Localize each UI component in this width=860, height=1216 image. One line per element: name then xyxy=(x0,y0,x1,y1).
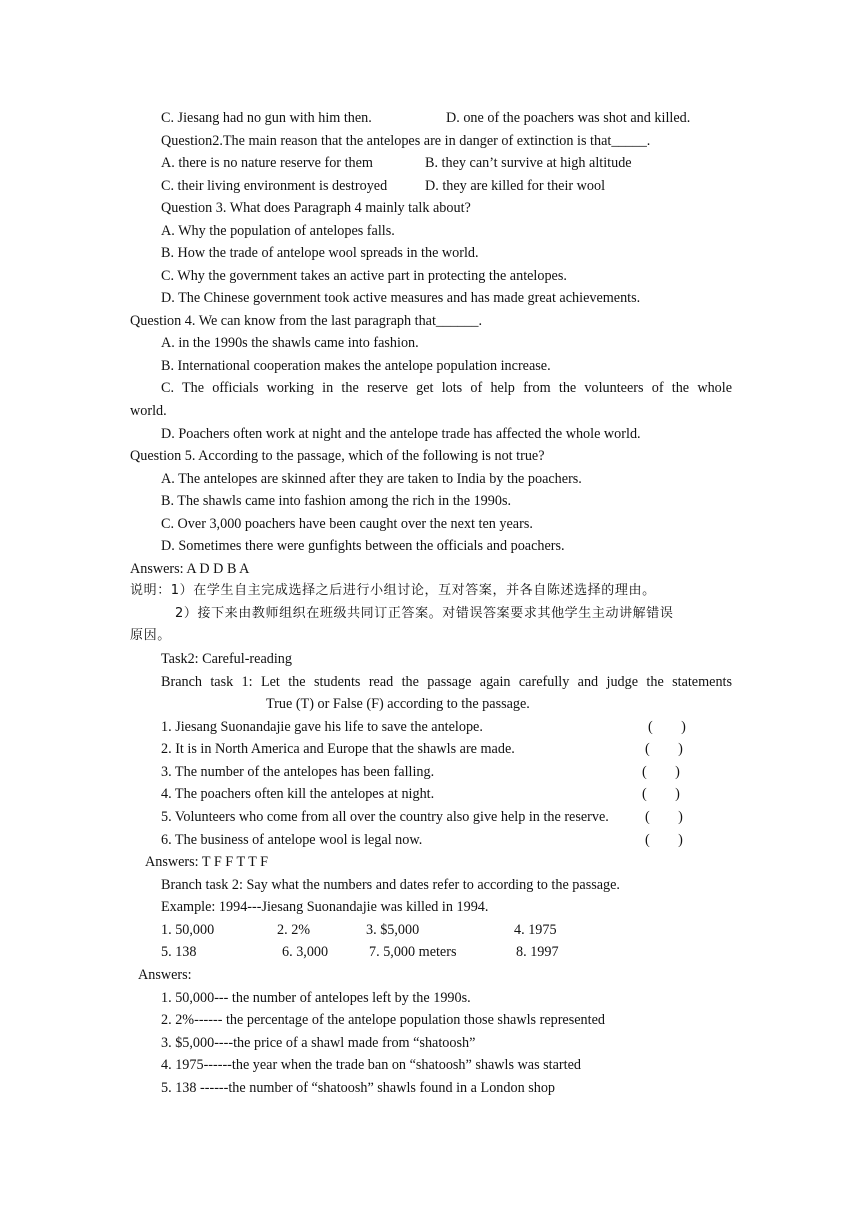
statement-5: 5. Volunteers who come from all over the country also give help in the reserve. xyxy=(161,809,609,825)
answer-item: 3. $5,000----the price of a shawl made from “shatoosh” xyxy=(161,1035,476,1051)
answer-item: 5. 138 ------the number of “shatoosh” shawls found in a London shop xyxy=(161,1080,556,1096)
statement-3-blank: ( ) xyxy=(642,764,680,780)
q4-option-c-line1: C. The officials working in the reserve get lots of help from the volunteers of the whole xyxy=(161,380,732,396)
q4-option-c-line2: world. xyxy=(130,403,167,419)
q3-option-b: B. How the trade of antelope wool spreads in the world. xyxy=(161,245,479,261)
number-item: 8. 1997 xyxy=(516,944,559,960)
q3-option-c: C. Why the government takes an active part in protecting the antelopes. xyxy=(161,268,567,284)
branch-task2-example: Example: 1994---Jiesang Suonandajie was killed in 1994. xyxy=(161,899,489,915)
statement-2: 2. It is in North America and Europe that the shawls are made. xyxy=(161,741,515,757)
number-item: 7. 5,000 meters xyxy=(369,944,457,960)
q2-stem: Question2.The main reason that the antelopes are in danger of extinction is that_____. xyxy=(161,133,651,149)
statement-3: 3. The number of the antelopes has been falling. xyxy=(161,764,435,780)
q5-option-d: D. Sometimes there were gunfights between the officials and poachers. xyxy=(161,538,565,554)
q5-option-b: B. The shawls came into fashion among the rich in the 1990s. xyxy=(161,493,512,509)
number-item: 5. 138 xyxy=(161,944,197,960)
number-item: 6. 3,000 xyxy=(282,944,329,960)
q4-option-a: A. in the 1990s the shawls came into fashion. xyxy=(161,335,419,351)
number-item: 1. 50,000 xyxy=(161,922,215,938)
q5-stem: Question 5. According to the passage, which of the following is not true? xyxy=(130,448,545,464)
answer-item: 1. 50,000--- the number of antelopes left by the 1990s. xyxy=(161,990,471,1006)
q1-option-d: D. one of the poachers was shot and killed. xyxy=(446,110,691,126)
statement-6: 6. The business of antelope wool is legal now. xyxy=(161,832,423,848)
statement-1-blank: ( ) xyxy=(648,719,686,735)
number-item: 3. $5,000 xyxy=(366,922,420,938)
branch-task1-line2: True (T) or False (F) according to the passage. xyxy=(266,696,530,712)
answers-tf: Answers: T F F T T F xyxy=(145,854,269,870)
q2-option-c: C. their living environment is destroyed xyxy=(161,178,388,194)
q4-option-d: D. Poachers often work at night and the antelope trade has affected the whole world. xyxy=(161,426,641,442)
q5-option-c: C. Over 3,000 poachers have been caught over the next ten years. xyxy=(161,516,533,532)
q2-option-a: A. there is no nature reserve for them xyxy=(161,155,373,171)
number-item: 4. 1975 xyxy=(514,922,557,938)
branch-task1-line1: Branch task 1: Let the students read the passage again carefully and judge the statements xyxy=(161,674,732,690)
q3-option-d: D. The Chinese government took active measures and has made great achievements. xyxy=(161,290,641,306)
task2-title: Task2: Careful-reading xyxy=(161,651,292,667)
answer-item: 2. 2%------ the percentage of the antelope population those shawls represented xyxy=(161,1012,605,1028)
teaching-note-line1: 说明：1）在学生自主完成选择之后进行小组讨论，互对答案，并各自陈述选择的理由。 xyxy=(130,583,656,598)
statement-5-blank: ( ) xyxy=(645,809,683,825)
statement-4-blank: ( ) xyxy=(642,786,680,802)
q2-option-b: B. they can’t survive at high altitude xyxy=(425,155,632,171)
q1-option-c: C. Jiesang had no gun with him then. xyxy=(161,110,372,126)
answer-item: 4. 1975------the year when the trade ban on “shatoosh” shawls was started xyxy=(161,1057,581,1073)
number-item: 2. 2% xyxy=(277,922,311,938)
teaching-note-line2: 2）接下来由教师组织在班级共同订正答案。对错误答案要求其他学生主动讲解错误 xyxy=(175,606,674,621)
statement-1: 1. Jiesang Suonandajie gave his life to save the antelope. xyxy=(161,719,483,735)
answers-choice: Answers: A D D B A xyxy=(130,561,250,577)
statement-6-blank: ( ) xyxy=(645,832,683,848)
statement-4: 4. The poachers often kill the antelopes at night. xyxy=(161,786,435,802)
q4-option-b: B. International cooperation makes the antelope population increase. xyxy=(161,358,551,374)
q4-stem: Question 4. We can know from the last paragraph that______. xyxy=(130,313,483,329)
branch-task2: Branch task 2: Say what the numbers and dates refer to according to the passage. xyxy=(161,877,620,893)
teaching-note-line3: 原因。 xyxy=(130,628,171,643)
q5-option-a: A. The antelopes are skinned after they are taken to India by the poachers. xyxy=(161,471,582,487)
statement-2-blank: ( ) xyxy=(645,741,683,757)
q2-option-d: D. they are killed for their wool xyxy=(425,178,606,194)
q3-option-a: A. Why the population of antelopes falls. xyxy=(161,223,395,239)
q3-stem: Question 3. What does Paragraph 4 mainly talk about? xyxy=(161,200,471,216)
answers-numbers-label: Answers: xyxy=(138,967,192,983)
